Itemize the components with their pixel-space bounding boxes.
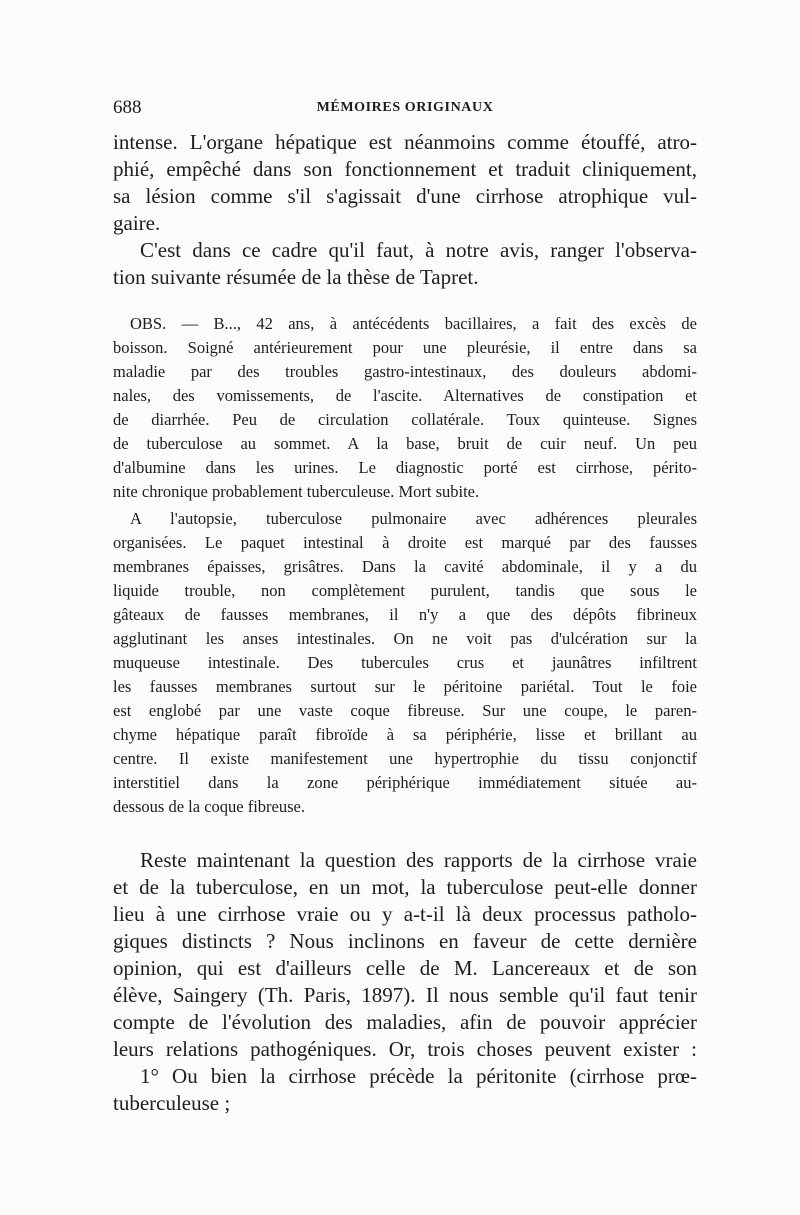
text-line: OBS. — B..., 42 ans, à antécédents bacillaires, a fait des excès de: [130, 314, 697, 333]
text-line: élève, Saingery (Th. Paris, 1897). Il nous semble qu'il faut tenir: [113, 983, 697, 1007]
text-line: intense. L'organe hépatique est néanmoins comme étouffé, atro-: [113, 130, 697, 154]
text-line: muqueuse intestinale. Des tubercules crus et jaunâtres infiltrent: [113, 653, 697, 672]
text-line: tuberculeuse ;: [113, 1091, 231, 1115]
text-line: opinion, qui est d'ailleurs celle de M. Lancereaux et de son: [113, 956, 697, 980]
text-line: leurs relations pathogéniques. Or, trois choses peuvent exister :: [113, 1037, 697, 1061]
text-line: de diarrhée. Peu de circulation collatérale. Toux quinteuse. Signes: [113, 410, 697, 429]
text-line: Reste maintenant la question des rapports de la cirrhose vraie: [140, 848, 697, 872]
text-line: phié, empêché dans son fonctionnement et traduit cliniquement,: [113, 157, 697, 181]
text-line: membranes épaisses, grisâtres. Dans la cavité abdominale, il y a du: [113, 557, 697, 576]
text-line: boisson. Soigné antérieurement pour une pleurésie, il entre dans sa: [113, 338, 697, 357]
text-line: dessous de la coque fibreuse.: [113, 797, 305, 816]
text-line: lieu à une cirrhose vraie ou y a-t-il là deux processus patholo-: [113, 902, 697, 926]
text-line: nales, des vomissements, de l'ascite. Alternatives de constipation et: [113, 386, 697, 405]
text-line: compte de l'évolution des maladies, afin de pouvoir apprécier: [113, 1010, 697, 1034]
text-line: et de la tuberculose, en un mot, la tuberculose peut-elle donner: [113, 875, 697, 899]
text-line: chyme hépatique paraît fibroïde à sa périphérie, lisse et brillant au: [113, 725, 697, 744]
text-line: nite chronique probablement tuberculeuse. Mort subite.: [113, 482, 480, 501]
text-line: 1° Ou bien la cirrhose précède la péritonite (cirrhose prœ-: [140, 1064, 697, 1088]
text-line: agglutinant les anses intestinales. On ne voit pas d'ulcération sur la: [113, 629, 697, 648]
text-line: d'albumine dans les urines. Le diagnostic porté est cirrhose, périto-: [113, 458, 697, 477]
text-line: centre. Il existe manifestement une hypertrophie du tissu conjonctif: [113, 749, 697, 768]
text-line: tion suivante résumée de la thèse de Tapret.: [113, 265, 479, 289]
page-header: [113, 97, 697, 123]
text-line: C'est dans ce cadre qu'il faut, à notre avis, ranger l'observa-: [140, 238, 697, 262]
text-line: est englobé par une vaste coque fibreuse. Sur une coupe, le paren-: [113, 701, 697, 720]
text-line: organisées. Le paquet intestinal à droite est marqué par des fausses: [113, 533, 697, 552]
text-line: de tuberculose au sommet. A la base, bruit de cuir neuf. Un peu: [113, 434, 697, 453]
text-line: les fausses membranes surtout sur le péritoine pariétal. Tout le foie: [113, 677, 697, 696]
text-line: liquide trouble, non complètement purulent, tandis que sous le: [113, 581, 697, 600]
text-line: giques distincts ? Nous inclinons en faveur de cette dernière: [113, 929, 697, 953]
text-line: A l'autopsie, tuberculose pulmonaire avec adhérences pleurales: [130, 509, 697, 528]
text-line: maladie par des troubles gastro-intestinaux, des douleurs abdomi-: [113, 362, 697, 381]
text-line: gaire.: [113, 211, 161, 235]
page-number: 688: [113, 97, 142, 118]
text-line: interstitiel dans la zone périphérique immédiatement située au-: [113, 773, 697, 792]
text-line: sa lésion comme s'il s'agissait d'une cirrhose atrophique vul-: [113, 184, 697, 208]
text-line: gâteaux de fausses membranes, il n'y a que des dépôts fibrineux: [113, 605, 697, 624]
running-title: MÉMOIRES ORIGINAUX: [316, 100, 494, 115]
